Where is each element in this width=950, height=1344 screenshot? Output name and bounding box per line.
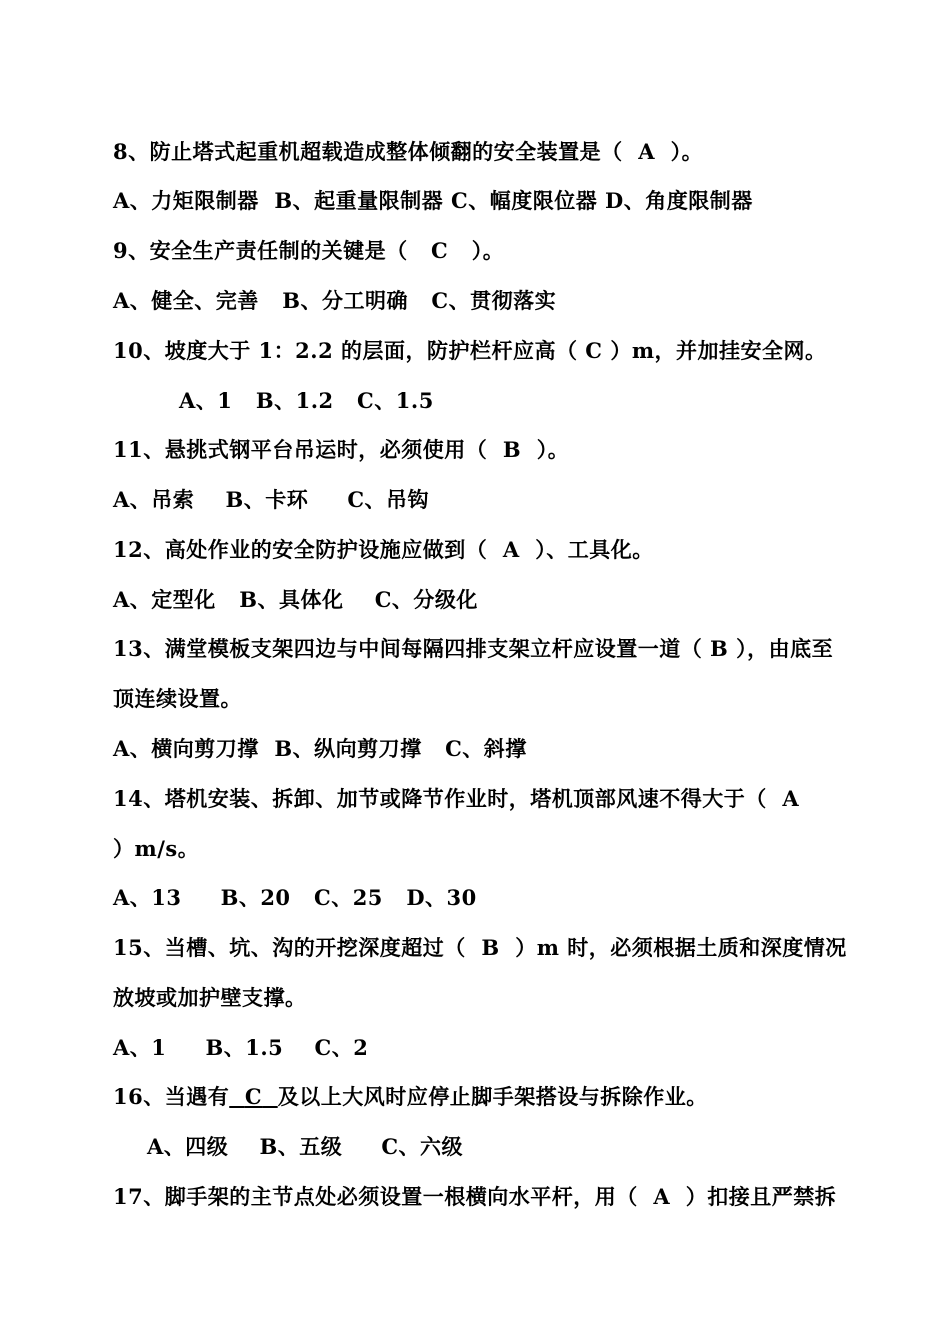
question-16-suffix: 及以上大风时应停止脚手架搭设与拆除作业。	[277, 1084, 708, 1109]
question-16-prefix: 16、当遇有	[113, 1084, 230, 1109]
question-15-continued: 放坡或加护壁支撑。	[113, 985, 307, 1010]
question-14-options: A、13 B、20 C、25 D、30	[113, 885, 477, 910]
question-16-answer-blank	[229, 1084, 277, 1109]
question-14-continued: ）m/s。	[113, 836, 200, 861]
question-14: 14、塔机安装、拆卸、加节或降节作业时，塔机顶部风速不得大于（ A	[113, 786, 800, 811]
question-10-options: A、1 B、1.2 C、1.5	[179, 388, 434, 413]
question-8-options: A、力矩限制器 B、起重量限制器 C、幅度限位器 D、角度限制器	[113, 188, 753, 213]
question-13-options: A、横向剪刀撑 B、纵向剪刀撑 C、斜撑	[113, 736, 527, 761]
question-17: 17、脚手架的主节点处必须设置一根横向水平杆，用（ A ）扣接且严禁拆	[113, 1184, 837, 1209]
question-12: 12、高处作业的安全防护设施应做到（ A ）、工具化。	[113, 537, 654, 562]
question-9-options: A、健全、完善 B、分工明确 C、贯彻落实	[113, 288, 557, 313]
question-15-options: A、1 B、1.5 C、2	[113, 1035, 369, 1060]
question-9: 9、安全生产责任制的关键是（ C ）。	[113, 238, 505, 263]
question-15: 15、当槽、坑、沟的开挖深度超过（ B ）m 时，必须根据土质和深度情况	[113, 935, 847, 960]
question-13-continued: 顶连续设置。	[113, 686, 242, 711]
question-10: 10、坡度大于 1：2.2 的层面，防护栏杆应高（ C ）m，并加挂安全网。	[113, 338, 827, 363]
question-16-answer: C	[244, 1084, 263, 1109]
question-11: 11、悬挑式钢平台吊运时，必须使用（ B ）。	[113, 437, 570, 462]
question-16-options: A、四级 B、五级 C、六级	[147, 1134, 464, 1159]
question-11-options: A、吊索 B、卡环 C、吊钩	[113, 487, 430, 512]
question-12-options: A、定型化 B、具体化 C、分级化	[113, 587, 478, 612]
question-8: 8、防止塔式起重机超载造成整体倾翻的安全装置是（ A ）。	[113, 139, 704, 164]
question-13: 13、满堂模板支架四边与中间每隔四排支架立杆应设置一道（ B ），由底至	[113, 636, 834, 661]
question-16	[113, 1082, 873, 1112]
